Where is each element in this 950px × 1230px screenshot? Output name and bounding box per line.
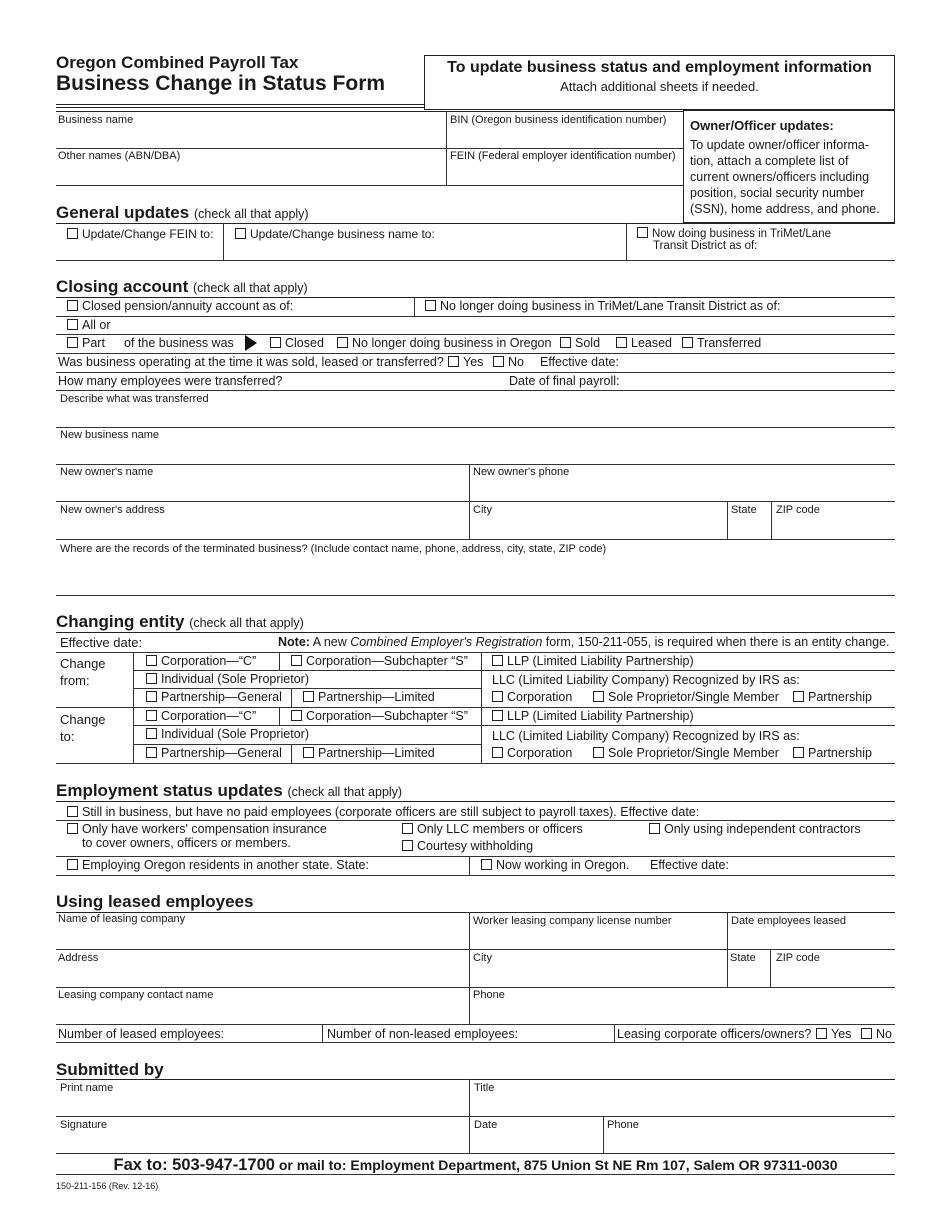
to-llp-checkbox[interactable]: LLP (Limited Liability Partnership) [492, 709, 694, 723]
trimet-label-line2: Transit District as of: [653, 240, 758, 252]
owner-box-line: (SSN), home address, and phone. [690, 202, 880, 216]
trimet-checkbox[interactable]: Now doing business in TriMet/Lane [637, 227, 831, 240]
leasing-phone-label: Phone [473, 989, 505, 1001]
closing-account-heading: Closing account (check all that apply) [56, 277, 308, 296]
phone-label: Phone [607, 1119, 639, 1131]
business-name-field[interactable] [56, 111, 446, 148]
checkbox-icon [492, 710, 503, 721]
from-llc-sole-member-checkbox[interactable]: Sole Proprietor/Single Member [593, 690, 779, 704]
records-location-label: Where are the records of the terminated business? (Include contact name, phone, address, city, state, ZIP code) [60, 543, 607, 555]
still-in-business-checkbox[interactable]: Still in business, but have no paid employees (corporate officers are still subject to payroll taxes). Effective date: [67, 805, 699, 819]
header-box-subtitle: Attach additional sheets if needed. [560, 79, 759, 94]
checkbox-icon [402, 823, 413, 834]
leased-employees-heading: Using leased employees [56, 892, 254, 911]
from-llc-partnership-checkbox[interactable]: Partnership [793, 690, 872, 704]
checkbox-icon [146, 691, 157, 702]
from-individual-checkbox[interactable]: Individual (Sole Proprietor) [146, 672, 309, 686]
checkbox-icon [291, 710, 302, 721]
checkbox-icon [67, 319, 78, 330]
leasing-officers-question: Leasing corporate officers/owners? [617, 1027, 812, 1041]
checkbox-icon [303, 691, 314, 702]
checkbox-icon [481, 859, 492, 870]
num-nonleased-label: Number of non-leased employees: [327, 1027, 519, 1041]
new-owner-address-label: New owner's address [60, 504, 165, 516]
describe-transferred-label: Describe what was transferred [60, 393, 209, 405]
update-business-name-checkbox[interactable]: Update/Change business name to: [235, 227, 435, 241]
print-name-label: Print name [60, 1082, 114, 1094]
describe-transferred-field[interactable] [56, 390, 895, 427]
checkbox-icon [270, 337, 281, 348]
checkbox-icon [616, 337, 627, 348]
of-business-label: of the business was [124, 336, 234, 350]
checkbox-icon [67, 300, 78, 311]
arrow-right-icon [245, 335, 257, 351]
from-partnership-general-checkbox[interactable]: Partnership—General [146, 690, 282, 704]
sold-checkbox[interactable]: Sold [560, 336, 600, 350]
no-longer-oregon-checkbox[interactable]: No longer doing business in Oregon [337, 336, 551, 350]
all-or-checkbox[interactable]: All or [67, 318, 110, 332]
new-business-name-label: New business name [60, 429, 160, 441]
checkbox-icon [492, 747, 503, 758]
part-checkbox[interactable]: Part [67, 336, 105, 350]
operating-no-checkbox[interactable]: No [493, 355, 524, 369]
checkbox-icon [492, 691, 503, 702]
fein-label: FEIN (Federal employer identification number) [450, 150, 676, 162]
business-name-label: Business name [58, 114, 134, 126]
owner-box-title: Owner/Officer updates: [690, 118, 834, 133]
leased-checkbox[interactable]: Leased [616, 336, 672, 350]
checkbox-icon [67, 806, 78, 817]
working-oregon-effective-date-label: Effective date: [650, 858, 729, 872]
owner-box-line: tion, attach a complete list of [690, 154, 849, 168]
owner-officer-box [683, 110, 895, 223]
leasing-city-label: City [473, 952, 492, 964]
operating-yes-checkbox[interactable]: Yes [448, 355, 483, 369]
leasing-company-label: Name of leasing company [58, 913, 186, 925]
checkbox-icon [303, 747, 314, 758]
to-partnership-general-checkbox[interactable]: Partnership—General [146, 746, 282, 760]
leasing-officers-no-checkbox[interactable]: No [861, 1027, 892, 1041]
to-llc-partnership-checkbox[interactable]: Partnership [793, 746, 872, 760]
signature-field[interactable] [56, 1116, 469, 1153]
checkbox-icon [593, 691, 604, 702]
form-id: 150-211-156 (Rev. 12-16) [56, 1181, 159, 1191]
entity-effective-date-label: Effective date: [60, 635, 143, 650]
llc-members-checkbox[interactable]: Only LLC members or officers [402, 822, 583, 836]
leasing-license-label: Worker leasing company license number [473, 915, 672, 927]
checkbox-icon [146, 710, 157, 721]
to-partnership-limited-checkbox[interactable]: Partnership—Limited [303, 746, 435, 760]
checkbox-icon [235, 228, 246, 239]
new-owner-phone-label: New owner's phone [473, 466, 570, 478]
from-llc-label: LLC (Limited Liability Company) Recognized by IRS as: [492, 673, 800, 687]
checkbox-icon [146, 655, 157, 666]
operating-effective-date-label: Effective date: [540, 355, 619, 369]
fax-mail-instructions: Fax to: 503-947-1700 or mail to: Employment Department, 875 Union St NE Rm 107, Salem OR 97311-0030 [113, 1156, 838, 1174]
entity-note: Note: A new Combined Employer's Registration form, 150-211-055, is required when there is an entity change. [278, 635, 890, 649]
date-leased-label: Date employees leased [731, 915, 846, 927]
checkbox-icon [793, 691, 804, 702]
checkbox-icon [493, 356, 504, 367]
header-info-box [424, 55, 895, 110]
checkbox-icon [337, 337, 348, 348]
checkbox-icon [67, 823, 78, 834]
change-from-label: Change [60, 656, 106, 671]
leasing-contact-label: Leasing company contact name [58, 989, 214, 1001]
title-label: Title [474, 1082, 495, 1094]
form-title: Business Change in Status Form [56, 72, 386, 95]
checkbox-icon [67, 859, 78, 870]
from-llp-checkbox[interactable]: LLP (Limited Liability Partnership) [492, 654, 694, 668]
no-longer-trimet-checkbox[interactable]: No longer doing business in TriMet/Lane Transit District as of: [425, 299, 780, 313]
checkbox-icon [67, 228, 78, 239]
working-oregon-checkbox[interactable]: Now working in Oregon. [481, 858, 629, 872]
leasing-address-label: Address [58, 952, 99, 964]
leasing-zip-label: ZIP code [776, 952, 820, 964]
owner-box-line: current owners/officers including [690, 170, 870, 184]
other-names-label: Other names (ABN/DBA) [58, 150, 181, 162]
checkbox-icon [560, 337, 571, 348]
employment-status-heading: Employment status updates (check all that apply) [56, 781, 403, 800]
workers-comp-label-2: to cover owners, officers or members. [82, 836, 291, 850]
checkbox-icon [816, 1028, 827, 1039]
records-location-field[interactable] [56, 539, 895, 595]
checkbox-icon [861, 1028, 872, 1039]
owner-box-line: position, social security number [690, 186, 865, 200]
to-corp-s-checkbox[interactable]: Corporation—Subchapter “S” [291, 709, 468, 723]
change-from-label-2: from: [60, 673, 90, 688]
num-leased-label: Number of leased employees: [58, 1027, 225, 1041]
header-box-title: To update business status and employment information [447, 59, 872, 76]
bin-field[interactable] [446, 111, 683, 148]
closed-checkbox[interactable]: Closed [270, 336, 324, 350]
checkbox-icon [448, 356, 459, 367]
to-llc-sole-member-checkbox[interactable]: Sole Proprietor/Single Member [593, 746, 779, 760]
general-updates-heading: General updates (check all that apply) [56, 203, 309, 222]
checkbox-icon [146, 673, 157, 684]
date-label: Date [474, 1119, 498, 1131]
change-to-label-2: to: [60, 729, 75, 744]
change-to-label: Change [60, 712, 106, 727]
changing-entity-heading: Changing entity (check all that apply) [56, 612, 304, 631]
checkbox-icon [649, 823, 660, 834]
to-llc-label: LLC (Limited Liability Company) Recognized by IRS as: [492, 729, 800, 743]
leasing-officers-yes-checkbox[interactable]: Yes [816, 1027, 851, 1041]
title-field[interactable] [469, 1079, 895, 1116]
independent-contractors-checkbox[interactable]: Only using independent contractors [649, 822, 861, 836]
checkbox-icon [67, 337, 78, 348]
leasing-state-label: State [730, 952, 756, 964]
final-payroll-label: Date of final payroll: [509, 374, 620, 388]
from-llc-corporation-checkbox[interactable]: Corporation [492, 690, 572, 704]
other-names-field[interactable] [56, 148, 446, 185]
new-business-name-field[interactable] [56, 427, 895, 464]
checkbox-icon [402, 840, 413, 851]
from-corp-s-checkbox[interactable]: Corporation—Subchapter “S” [291, 654, 468, 668]
owner-box-line: To update owner/officer informa- [690, 138, 870, 152]
from-corp-c-checkbox[interactable]: Corporation—“C” [146, 654, 256, 668]
new-owner-state-label: State [731, 504, 757, 516]
new-owner-city-label: City [473, 504, 492, 516]
checkbox-icon [637, 227, 648, 238]
checkbox-icon [425, 300, 436, 311]
signature-label: Signature [60, 1119, 108, 1131]
operating-question: Was business operating at the time it was sold, leased or transferred? [58, 355, 444, 369]
to-corp-c-checkbox[interactable]: Corporation—“C” [146, 709, 256, 723]
courtesy-withholding-checkbox[interactable]: Courtesy withholding [402, 839, 533, 853]
checkbox-icon [146, 747, 157, 758]
form-subtitle: Oregon Combined Payroll Tax [56, 53, 299, 72]
new-owner-zip-label: ZIP code [776, 504, 820, 516]
checkbox-icon [492, 655, 503, 666]
fein-field[interactable] [446, 148, 683, 185]
to-individual-checkbox[interactable]: Individual (Sole Proprietor) [146, 727, 309, 741]
bin-label: BIN (Oregon business identification number) [450, 114, 667, 126]
checkbox-icon [593, 747, 604, 758]
checkbox-icon [793, 747, 804, 758]
update-fein-checkbox[interactable]: Update/Change FEIN to: [67, 227, 213, 241]
date-field[interactable] [469, 1116, 603, 1153]
phone-field[interactable] [603, 1116, 895, 1153]
from-partnership-limited-checkbox[interactable]: Partnership—Limited [303, 690, 435, 704]
closed-pension-checkbox[interactable]: Closed pension/annuity account as of: [67, 299, 293, 313]
print-name-field[interactable] [56, 1079, 469, 1116]
employees-transferred-label: How many employees were transferred? [58, 374, 283, 388]
checkbox-icon [682, 337, 693, 348]
checkbox-icon [146, 728, 157, 739]
new-owner-name-label: New owner's name [60, 466, 154, 478]
checkbox-icon [291, 655, 302, 666]
submitted-by-heading: Submitted by [56, 1060, 164, 1079]
to-llc-corporation-checkbox[interactable]: Corporation [492, 746, 572, 760]
workers-comp-checkbox[interactable]: Only have workers' compensation insurance [67, 822, 327, 836]
transferred-checkbox[interactable]: Transferred [682, 336, 761, 350]
other-state-checkbox[interactable]: Employing Oregon residents in another state. State: [67, 858, 369, 872]
